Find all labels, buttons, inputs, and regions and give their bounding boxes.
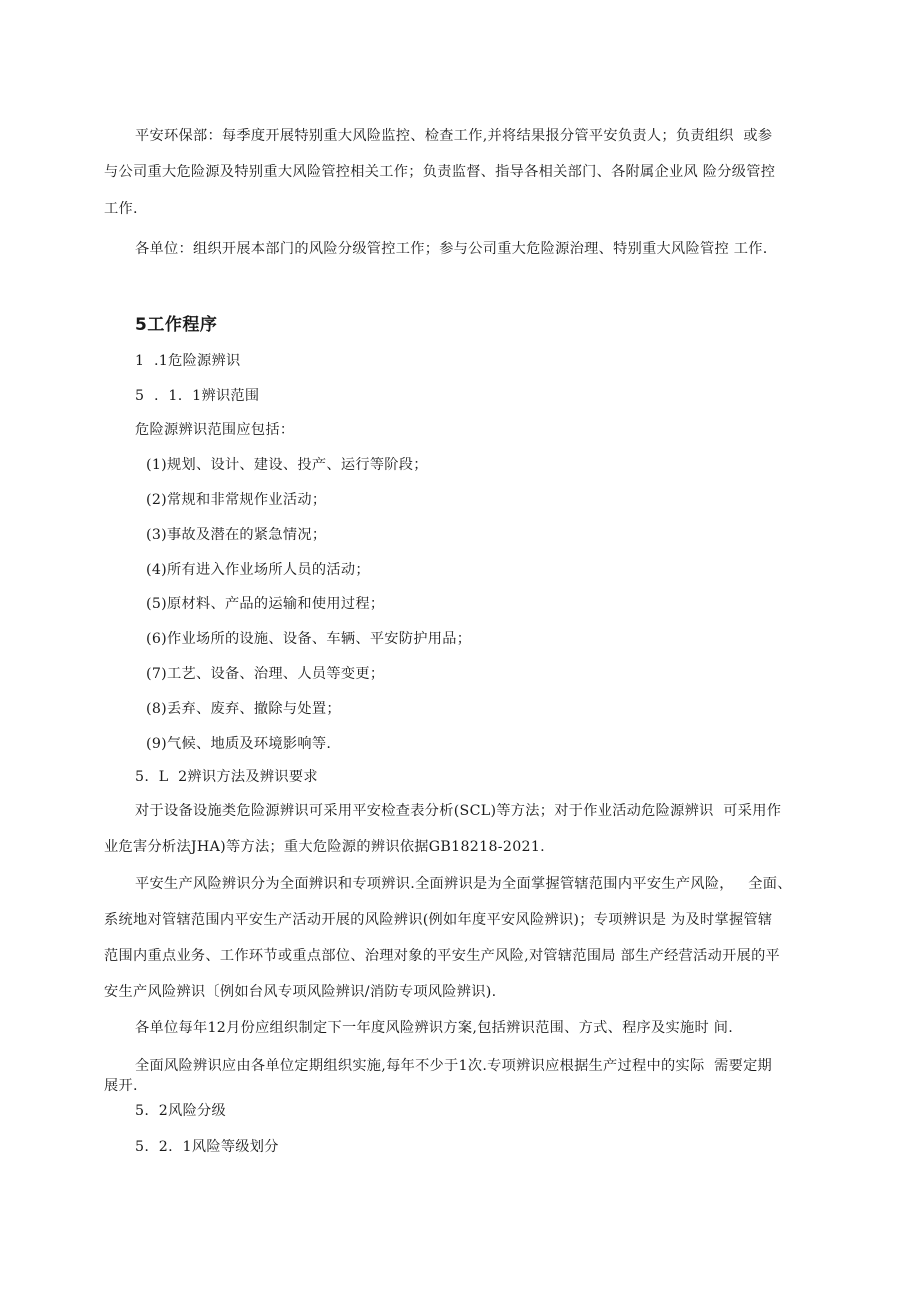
scope-item: (8)丢弃、废弃、撤除与处置； <box>146 701 341 717</box>
subsection-5-2: 5. 2风险分级 <box>135 1103 227 1119</box>
subsection-5-1-1: 5 . 1. 1辨识范围 <box>135 388 260 404</box>
methods-line-1: 对于设备设施类危险源辨识可采用平安检查表分析(SCL)等方法；对于作业活动危险源辨识 可采用作 <box>135 803 782 819</box>
scope-item: (6)作业场所的设施、设备、车辆、平安防护用品； <box>146 631 472 647</box>
scope-item: (4)所有进入作业场所人员的活动； <box>146 562 370 578</box>
plan-paragraph: 各单位每年12月份应组织制定下一年度风险辨识方案,包括辨识范围、方式、程序及实施时 间. <box>135 1020 734 1036</box>
methods-line-2: 业危害分析法JHA)等方法；重大危险源的辨识依据GB18218-2021. <box>104 839 545 855</box>
responsibility-safety-line-1: 平安环保部：每季度开展特别重大风险监控、检查工作,并将结果报分管平安负责人；负责组织 或参 <box>135 128 773 144</box>
responsibility-safety-line-3: 工作. <box>104 201 138 217</box>
scope-item: (7)工艺、设备、治理、人员等变更； <box>146 666 385 682</box>
scope-item: (3)事故及潜在的紧急情况； <box>146 527 327 543</box>
scope-item: (9)气候、地质及环境影响等. <box>146 736 332 752</box>
scope-item: (1)规划、设计、建设、投产、运行等阶段； <box>146 457 428 473</box>
responsibility-units-paragraph: 各单位：组织开展本部门的风险分级管控工作；参与公司重大危险源治理、特别重大风险管控 工作. <box>135 241 768 257</box>
types-line-1: 平安生产风险辨识分为全面辨识和专项辨识.全面辨识是为全面掌握管辖范围内平安生产风险， 全面、 <box>135 876 792 892</box>
types-line-4: 安生产风险辨识〔例如台风专项风险辨识/消防专项风险辨识). <box>104 984 497 1000</box>
section-title: 5工作程序 <box>135 315 218 335</box>
scope-intro: 危险源辨识范围应包括： <box>135 422 295 438</box>
subsection-5-1-2: 5. L 2辨识方法及辨识要求 <box>135 769 318 785</box>
types-line-3: 范围内重点业务、工作环节或重点部位、治理对象的平安生产风险,对管辖范围局 部生产经营活动开展的平 <box>104 948 781 964</box>
subsection-5-2-1: 5. 2. 1风险等级划分 <box>135 1139 279 1155</box>
responsibility-safety-line-2: 与公司重大危险源及特别重大风险管控相关工作；负责监督、指导各相关部门、各附属企业风 险分级管控 <box>104 164 776 180</box>
comprehensive-line-1: 全面风险辨识应由各单位定期组织实施,每年不少于1次.专项辨识应根据生产过程中的实际 需要定期 <box>135 1058 773 1074</box>
types-line-2: 系统地对管辖范围内平安生产活动开展的风险辨识(例如年度平安风险辨识)；专项辨识是 为及时掌握管辖 <box>104 912 773 928</box>
scope-item: (5)原材料、产品的运输和使用过程； <box>146 596 385 612</box>
scope-item: (2)常规和非常规作业活动； <box>146 492 327 508</box>
subsection-5-1: 1 .1危险源辨识 <box>135 353 241 369</box>
comprehensive-line-2: 展开. <box>104 1078 138 1094</box>
